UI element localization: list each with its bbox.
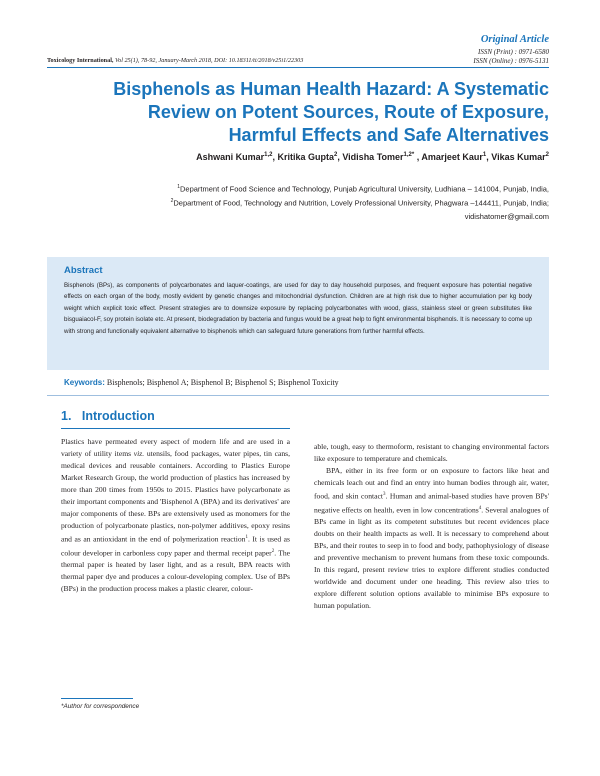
keywords-divider <box>47 395 549 396</box>
affiliation-2 <box>171 198 549 208</box>
abstract-text: Bisphenols (BPs), as components of polycarbonates and laquer-coatings, are used for day to day household purposes, and frequent exposure has potential negative effects on each organ of the body, mostly evident by genetic changes and mitochondrial dysfunction. Children are at high risk due to higher accumulation per kg body weight which explicit toxic effect. Present strategies are to downsize exposure by replacing polycarbonates with wood, glass, stainless steel or green substitutes like bisguaiacol-F, soy protein isolate etc. At present, biodegradation by bacteria and fungus would be a great help to fight environmental bisphenols. It is necessary to come up with strong and functionally equivalent alternative to bisphenols which can safeguard future generations from further harmful effects. <box>64 282 532 335</box>
text-run: Plastics have permeated every aspect of modern life and are used in a variety of utility items <box>61 437 290 458</box>
author-separator: , <box>414 152 422 162</box>
article-type: Original Article <box>480 34 549 45</box>
author-name: Ashwani Kumar <box>196 152 265 162</box>
text-run: . The thermal paper is heated by laser light, and as a result, BPA reacts with thermal paper dye and produces a colour-developing complex. Use of BPs (BPs) in the production process makes a plastic clearer, colour- <box>61 548 291 594</box>
section-title: Introduction <box>81 409 155 423</box>
corresponding-email[interactable]: vidishatomer@gmail.com <box>464 212 549 221</box>
text-run: . It is used as colour developer in carbonless copy paper and thermal receipt paper <box>61 534 290 558</box>
footnote-divider <box>61 698 133 699</box>
abstract-box <box>47 257 549 370</box>
text-run: BPA, either in its free form or on exposure to factors like heat and chemicals leach out and find an entry into human bodies through air, water, food, and skin contact <box>314 466 549 501</box>
section-heading <box>61 409 155 423</box>
affiliation-mark: 1 <box>177 184 180 190</box>
author-name: Kritika Gupta <box>277 152 334 162</box>
abstract-heading: Abstract <box>64 265 103 276</box>
keywords-text: Bisphenols; Bisphenol A; Bisphenol B; Bisphenol S; Bisphenol Toxicity <box>106 378 339 387</box>
text-run: . Human and animal-based studies have proven BPs' negative effects on health, even in low concentrations <box>314 491 550 515</box>
keywords-label: Keywords: <box>64 378 105 387</box>
keywords <box>64 378 339 387</box>
body-paragraph <box>314 465 549 612</box>
section-number: 1. <box>61 409 72 423</box>
citation-ref[interactable]: 1 <box>245 535 248 540</box>
right-column <box>314 441 549 612</box>
text-run: utensils, food packages, water pipes, tin cans, medical devices and reusable containers. According to Plastics Europe Market Research Group, the world production of plastics has increased by more than 200 times from 1950s to 2015. Plastics have polycarbonate as their important components and 'Bisphenol A (BPA) and its derivatives' are major components of these. BPs are extensively used as monomers for the production of polycarbonate plastics, non-polymer additives, epoxy resins and as an antioxidant in the end of polymerization reaction <box>61 449 290 544</box>
journal-details: Vol 25(1), 78-92, January-March 2018, DOI: 10.18311/ti/2018/v25i1/22303 <box>115 57 304 64</box>
author-affiliation-mark: 1,2* <box>403 152 415 158</box>
text-run: . Several analogues of BPs came in light as its competent substitutes but recent evidences place doubts on their health impacts as well. It is necessary to comprehend about BPs, and their routes to seep in to food and body, pathophysiology of disease and preventive mechanism to prevent humans from these toxic compounds. In this regard, present review tries to explore different studies conducted worldwide and document under one heading. This review also tries to explore different solution options available to minimise BPs exposure to human population. <box>314 505 549 611</box>
section-divider <box>61 428 290 429</box>
author-affiliation-mark: 1 <box>482 152 487 158</box>
author-affiliation-mark: 2 <box>545 152 549 158</box>
author-separator: , <box>337 152 343 162</box>
body-paragraph: able, tough, easy to thermoform, resistant to changing environmental factors like exposure to temperature and chemicals. <box>314 442 549 463</box>
affiliation-mark: 2 <box>170 198 174 204</box>
text-run-italic: viz. <box>133 449 145 458</box>
author-separator: , <box>486 152 492 162</box>
citation-ref[interactable]: 4 <box>478 505 482 511</box>
author-name: Vidisha Tomer <box>342 152 404 162</box>
author-affiliation-mark: 2 <box>333 152 338 158</box>
header-divider <box>47 67 549 68</box>
body-paragraph <box>61 436 290 595</box>
author-name: Vikas Kumar <box>491 152 546 162</box>
author-affiliation-mark: 1,2 <box>264 152 273 158</box>
title-line: Review on Potent Sources, Route of Exposure, <box>147 102 549 122</box>
footnote: *Author for correspondence <box>61 703 140 710</box>
citation-ref[interactable]: 2 <box>271 548 275 554</box>
affiliation-text: Department of Food Science and Technology, Punjab Agricultural University, Ludhiana – 141004, Punjab, India, <box>180 184 549 194</box>
title-line: Bisphenols as Human Health Hazard: A Systematic <box>113 79 549 99</box>
issn-print: ISSN (Print) : 0971-6580 <box>478 48 549 56</box>
author-name: Amarjeet Kaur <box>421 152 483 162</box>
title-line: Harmful Effects and Safe Alternatives <box>228 125 549 145</box>
affiliation-text: Department of Food, Technology and Nutrition, Lovely Professional University, Phagwara –144411, Punjab, India; <box>173 198 549 208</box>
article-title <box>60 78 549 147</box>
citation-ref[interactable]: 3 <box>382 492 386 497</box>
affiliation-1 <box>177 184 549 194</box>
issn-online: ISSN (Online) : 0976-5131 <box>473 57 549 65</box>
author-list <box>196 152 549 162</box>
journal-citation <box>47 57 303 64</box>
left-column <box>61 436 290 595</box>
author-separator: , <box>272 152 278 162</box>
journal-name: Toxicology International, <box>47 57 114 64</box>
